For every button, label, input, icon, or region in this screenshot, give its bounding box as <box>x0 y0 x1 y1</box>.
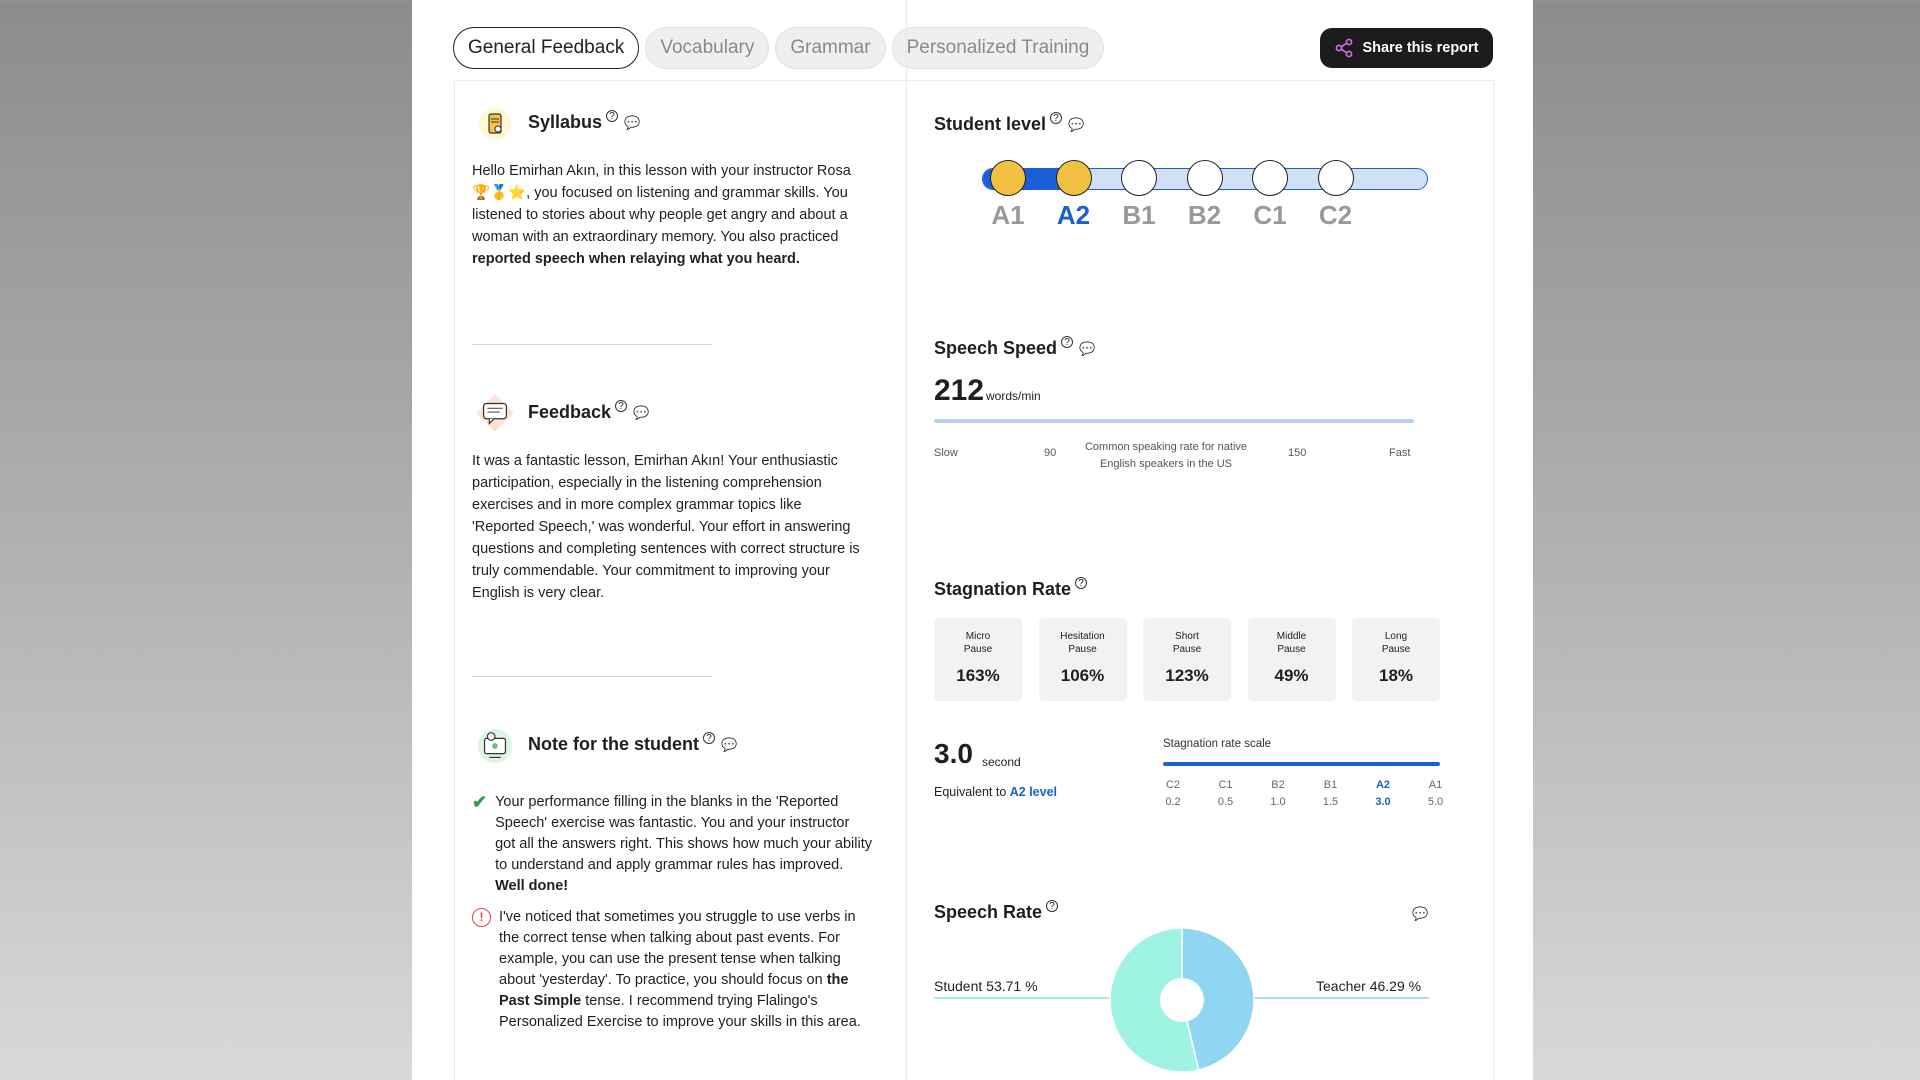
syllabus-title: Syllabus <box>528 112 603 132</box>
level-dot-a1 <box>990 160 1026 196</box>
chat-icon[interactable]: 💬 <box>1068 116 1085 132</box>
level-dot-b1 <box>1121 160 1157 196</box>
speed-high-value: 150 <box>1288 447 1307 459</box>
stagnation-card-label: Hesitation Pause <box>1060 631 1105 655</box>
stagnation-equivalent: Equivalent to A2 level <box>934 785 1058 799</box>
share-report-label: Share this report <box>1362 40 1479 56</box>
feedback-text: It was a fantastic lesson, Emirhan Akın! Your enthusiastic participation, especially in the listening comprehension exercises and in more complex grammar topics like 'Reported Speech,' was wonderful. Your effort in answering questions and completing sentences with correct structure is truly commendable. Your commitment to improving your English is very clear. <box>472 453 860 601</box>
stagnation-card-value: 49% <box>1274 666 1309 685</box>
scale-level-c1: C1 0.5 <box>1217 779 1234 808</box>
syllabus-header <box>528 112 640 133</box>
stagnation-card-value: 18% <box>1378 666 1414 685</box>
level-label-b2: B2 <box>1187 200 1222 230</box>
level-label-a1: A1 <box>991 200 1025 230</box>
note-warning-text: I've noticed that sometimes you struggle to use verbs in the correct tense when talking about past events. For example, you can use the present tense when talking about 'yesterday'. To practice, you should focus on the Past Simple tense. I recommend trying Flalingo's Personalized Exercise to improve your skills in this area. <box>499 909 861 1030</box>
feedback-icon <box>476 394 514 432</box>
syllabus-icon <box>476 105 514 143</box>
level-label-c1: C1 <box>1253 200 1287 230</box>
speech-rate-header <box>934 902 1058 923</box>
pie-hole <box>1160 978 1204 1022</box>
stagnation-card-label: Micro Pause <box>963 631 993 655</box>
stagnation-card-label: Short Pause <box>1172 631 1202 655</box>
check-icon: ✔ <box>472 792 488 812</box>
level-dot-c1 <box>1252 160 1288 196</box>
level-label-c2: C2 <box>1318 200 1353 230</box>
speech-speed-header <box>934 338 1095 359</box>
stagnation-card <box>1248 618 1336 701</box>
scale-level-a1: A1 5.0 <box>1427 779 1444 808</box>
level-dot-a2 <box>1056 160 1092 196</box>
note-icon <box>476 727 514 765</box>
level-label-b1: B1 <box>1122 200 1156 230</box>
chat-icon[interactable]: 💬 <box>633 404 650 420</box>
speed-slow-label: Slow <box>934 447 958 459</box>
help-icon[interactable]: ? <box>703 732 715 744</box>
speech-rate-pie <box>1108 926 1256 1074</box>
level-dot-b2 <box>1187 160 1223 196</box>
speed-common-range: Common speaking rate for native English speakers in the US <box>1084 441 1248 470</box>
student-level-title: Student level <box>934 114 1047 134</box>
speed-low-value: 90 <box>1044 447 1057 459</box>
stagnation-scale-title: Stagnation rate scale <box>1163 738 1272 750</box>
help-icon[interactable]: ? <box>615 400 627 412</box>
column-divider <box>906 0 907 1080</box>
student-rate-leader <box>934 997 1134 999</box>
divider <box>472 344 712 345</box>
feedback-header <box>528 402 649 423</box>
stagnation-title: Stagnation Rate <box>934 579 1072 599</box>
stagnation-header <box>934 579 1087 600</box>
chat-icon[interactable]: 💬 <box>721 736 738 752</box>
stagnation-card <box>1352 618 1440 701</box>
speech-speed-value: 212 <box>934 374 985 407</box>
equivalent-level-link[interactable]: A2 level <box>1009 785 1058 799</box>
teacher-rate-leader <box>1252 997 1429 999</box>
help-icon[interactable]: ? <box>1061 336 1073 348</box>
tab-bar <box>453 27 1104 69</box>
feedback-title: Feedback <box>528 402 612 422</box>
stagnation-card <box>1039 618 1127 701</box>
stagnation-card-value: 163% <box>956 666 1000 685</box>
stagnation-card-label: Middle Pause <box>1276 631 1307 655</box>
scale-level-a2: A2 3.0 <box>1375 779 1391 808</box>
scale-level-b1: B1 1.5 <box>1322 779 1339 808</box>
help-icon[interactable]: ? <box>606 110 618 122</box>
note-title: Note for the student <box>528 734 699 754</box>
speech-speed-bar <box>934 419 1414 423</box>
stagnation-scale-line <box>1163 762 1440 766</box>
syllabus-text: Hello Emirhan Akın, in this lesson with your instructor Rosa 🏆🥇⭐, you focused on listening and grammar skills. You listened to stories about why people get angry and about a woman with an extraordinary memory. You also practiced reported speech when relaying what you heard. <box>472 163 851 267</box>
scale-level-c2: C2 0.2 <box>1165 779 1181 808</box>
tab-grammar[interactable]: Grammar <box>775 27 885 69</box>
scale-level-b2: B2 1.0 <box>1270 779 1286 808</box>
help-icon[interactable]: ? <box>1050 112 1062 124</box>
help-icon[interactable]: ? <box>1075 577 1087 589</box>
chat-icon[interactable]: 💬 <box>624 114 641 130</box>
stagnation-card-value: 123% <box>1165 666 1209 685</box>
speed-fast-label: Fast <box>1389 447 1411 459</box>
speech-speed-unit: words/min <box>986 389 1041 403</box>
note-positive <box>472 792 872 897</box>
note-warning <box>472 907 872 1033</box>
speech-speed-title: Speech Speed <box>934 338 1058 358</box>
report-page <box>412 0 1533 1080</box>
stagnation-card-label: Long Pause <box>1381 631 1411 655</box>
speech-rate-title: Speech Rate <box>934 902 1043 922</box>
stagnation-seconds: 3.0 <box>934 738 973 769</box>
stagnation-card <box>1143 618 1231 701</box>
note-header <box>528 734 737 755</box>
level-dot-c2 <box>1318 160 1354 196</box>
share-report-button[interactable] <box>1320 28 1493 68</box>
tab-personalized-training[interactable]: Personalized Training <box>892 27 1105 69</box>
stagnation-card-value: 106% <box>1060 666 1105 685</box>
chat-icon[interactable]: 💬 <box>1079 340 1096 356</box>
warning-icon: ! <box>472 908 491 927</box>
level-label-a2: A2 <box>1056 200 1091 230</box>
divider <box>472 676 712 677</box>
share-icon <box>1334 38 1354 58</box>
stagnation-card <box>934 618 1022 701</box>
student-level-header <box>934 114 1084 135</box>
tab-general-feedback[interactable]: General Feedback <box>453 27 639 69</box>
help-icon[interactable]: ? <box>1046 900 1058 912</box>
teacher-rate-label: Teacher 46.29 % <box>1316 978 1422 994</box>
tab-vocabulary[interactable]: Vocabulary <box>645 27 769 69</box>
student-rate-label: Student 53.71 % <box>934 978 1038 994</box>
stagnation-seconds-unit: second <box>982 755 1021 769</box>
chat-icon[interactable]: 💬 <box>1412 906 1429 921</box>
note-positive-text: Your performance filling in the blanks in the 'Reported Speech' exercise was fantastic. You and your instructor got all the answers right. This shows how much your ability to understand and apply grammar rules has improved. Well done! <box>495 794 872 894</box>
